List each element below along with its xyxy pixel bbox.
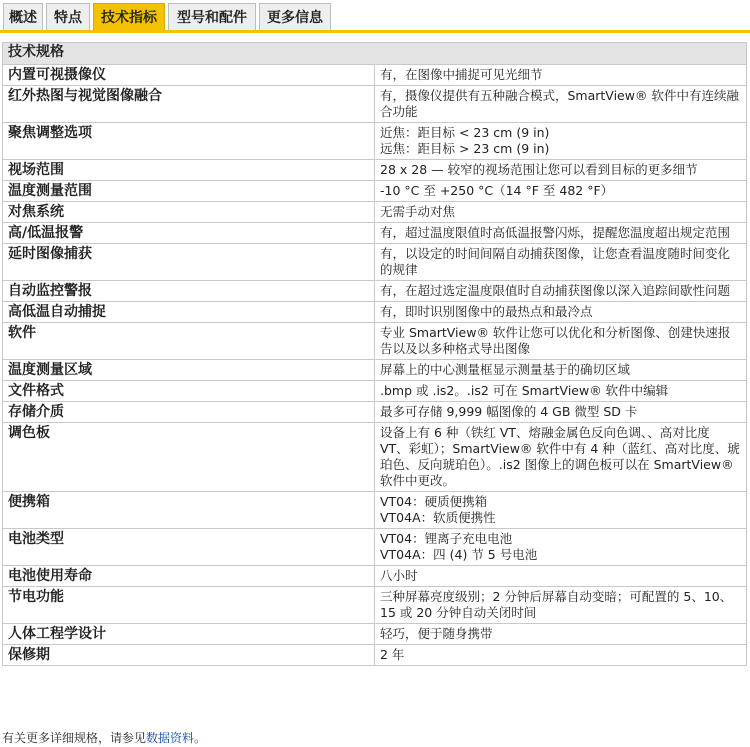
spec-value-line: 八小时 xyxy=(380,568,418,583)
spec-value-line: 最多可存储 9,999 幅图像的 4 GB 微型 SD 卡 xyxy=(380,404,638,419)
tab-features[interactable]: 特点 xyxy=(46,3,90,30)
table-row xyxy=(3,281,747,302)
table-row xyxy=(3,492,747,529)
spec-value xyxy=(375,492,747,529)
spec-value xyxy=(375,402,747,423)
spec-value xyxy=(375,65,747,86)
spec-value-line: 专业 SmartView® 软件让您可以优化和分析图像、创建快速报告以及以多种格式导出图像 xyxy=(380,325,731,356)
spec-value xyxy=(375,381,747,402)
spec-value-line: 三种屏幕亮度级别；2 分钟后屏幕自动变暗；可配置的 5、10、15 或 20 分钟自动关闭时间 xyxy=(380,589,733,620)
table-row xyxy=(3,402,747,423)
table-row xyxy=(3,86,747,123)
tab-models-accessories[interactable]: 型号和配件 xyxy=(168,3,256,30)
spec-name: 调色板 xyxy=(3,423,375,492)
spec-name: 电池使用寿命 xyxy=(3,566,375,587)
tab-overview[interactable]: 概述 xyxy=(3,3,43,30)
footnote-suffix: 。 xyxy=(194,731,207,745)
table-row xyxy=(3,65,747,86)
table-row xyxy=(3,302,747,323)
spec-value xyxy=(375,302,747,323)
table-row xyxy=(3,566,747,587)
spec-value xyxy=(375,223,747,244)
table-row xyxy=(3,360,747,381)
spec-name: 存储介质 xyxy=(3,402,375,423)
spec-value xyxy=(375,202,747,223)
datasheet-link[interactable]: 数据资料 xyxy=(146,731,195,745)
table-row xyxy=(3,323,747,360)
spec-name: 温度测量区域 xyxy=(3,360,375,381)
spec-name: 软件 xyxy=(3,323,375,360)
spec-name: 红外热图与视觉图像融合 xyxy=(3,86,375,123)
spec-name: 高/低温报警 xyxy=(3,223,375,244)
spec-value-line: .bmp 或 .is2。.is2 可在 SmartView® 软件中编辑 xyxy=(380,383,669,398)
spec-name: 文件格式 xyxy=(3,381,375,402)
spec-value-line: VT04A：软质便携性 xyxy=(380,510,496,525)
table-row xyxy=(3,645,747,666)
spec-name: 人体工程学设计 xyxy=(3,624,375,645)
footnote-text: 有关更多详细规格，请参见 xyxy=(2,731,147,745)
spec-name: 温度测量范围 xyxy=(3,181,375,202)
spec-name: 高低温自动捕捉 xyxy=(3,302,375,323)
footnote xyxy=(2,729,206,746)
spec-value xyxy=(375,566,747,587)
table-header: 技术规格 xyxy=(3,43,747,65)
spec-value xyxy=(375,123,747,160)
table-row xyxy=(3,123,747,160)
table-row xyxy=(3,244,747,281)
spec-value-line: 有，在图像中捕捉可见光细节 xyxy=(380,67,543,82)
tab-bar xyxy=(0,0,750,33)
spec-value-line: 设备上有 6 种（铁红 VT、熔融金属色反向色调、、高对比度 VT、彩虹）；SmartView® 软件中有 4 种（蓝红、高对比度、琥珀色、反向琥珀色）。.is2 图像上的调色板可以在 SmartView® 软件中更改。 xyxy=(380,425,740,488)
spec-value xyxy=(375,423,747,492)
spec-value xyxy=(375,244,747,281)
spec-value-line: 2 年 xyxy=(380,647,405,662)
spec-value-line: 无需手动对焦 xyxy=(380,204,456,219)
spec-value-line: VT04A：四 (4) 节 5 号电池 xyxy=(380,547,538,562)
spec-name: 节电功能 xyxy=(3,587,375,624)
table-row xyxy=(3,181,747,202)
spec-table xyxy=(2,42,747,666)
spec-name: 内置可视摄像仪 xyxy=(3,65,375,86)
spec-value-line: 有，以设定的时间间隔自动捕获图像，让您查看温度随时间变化的规律 xyxy=(380,246,731,277)
spec-value-line: VT04：锂离子充电电池 xyxy=(380,531,513,546)
table-row xyxy=(3,381,747,402)
table-row xyxy=(3,624,747,645)
spec-value xyxy=(375,323,747,360)
table-row xyxy=(3,223,747,244)
spec-value xyxy=(375,86,747,123)
spec-name: 延时图像捕获 xyxy=(3,244,375,281)
spec-name: 视场范围 xyxy=(3,160,375,181)
spec-value-line: 28 x 28 — 较窄的视场范围让您可以看到目标的更多细节 xyxy=(380,162,698,177)
table-row xyxy=(3,529,747,566)
table-row xyxy=(3,423,747,492)
spec-value xyxy=(375,624,747,645)
spec-value-line: 屏幕上的中心测量框显示测量基于的确切区域 xyxy=(380,362,631,377)
spec-value-line: VT04：硬质便携箱 xyxy=(380,494,488,509)
spec-value xyxy=(375,160,747,181)
spec-name: 对焦系统 xyxy=(3,202,375,223)
table-row xyxy=(3,587,747,624)
spec-value xyxy=(375,645,747,666)
tab-more-info[interactable]: 更多信息 xyxy=(259,3,331,30)
spec-value xyxy=(375,281,747,302)
spec-value xyxy=(375,587,747,624)
spec-name: 便携箱 xyxy=(3,492,375,529)
spec-value-line: 有，即时识别图像中的最热点和最冷点 xyxy=(380,304,593,319)
spec-value-line: 远焦：距目标 > 23 cm (9 in) xyxy=(380,141,550,156)
spec-value-line: 有，在超过选定温度限值时自动捕获图像以深入追踪间歇性问题 xyxy=(380,283,731,298)
table-row xyxy=(3,202,747,223)
spec-table-body xyxy=(3,65,747,666)
spec-value-line: 有，超过温度限值时高低温报警闪烁，提醒您温度超出规定范围 xyxy=(380,225,731,240)
spec-value-line: 近焦：距目标 < 23 cm (9 in) xyxy=(380,125,550,140)
spec-value xyxy=(375,360,747,381)
spec-value xyxy=(375,181,747,202)
spec-name: 电池类型 xyxy=(3,529,375,566)
table-row xyxy=(3,160,747,181)
spec-value-line: 有，摄像仪提供有五种融合模式，SmartView® 软件中有连续融合功能 xyxy=(380,88,739,119)
spec-value-line: 轻巧，便于随身携带 xyxy=(380,626,493,641)
spec-value xyxy=(375,529,747,566)
spec-name: 保修期 xyxy=(3,645,375,666)
spec-name: 自动监控警报 xyxy=(3,281,375,302)
spec-name: 聚焦调整选项 xyxy=(3,123,375,160)
tab-specifications[interactable]: 技术指标 xyxy=(93,3,165,30)
spec-value-line: -10 °C 至 +250 °C（14 °F 至 482 °F） xyxy=(380,183,614,198)
